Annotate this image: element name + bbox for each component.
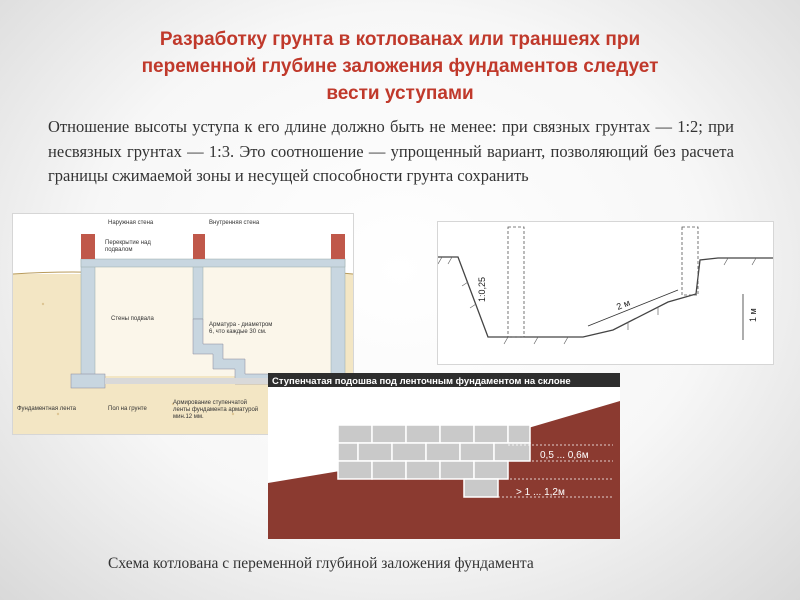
label-slab-2: подвалом	[105, 247, 133, 253]
label-rebar-2: 6, что каждые 30 см.	[209, 329, 267, 335]
figure-caption: Схема котлована с переменной глубиной заложения фундамента	[108, 555, 534, 572]
label-slab-1: Перекрытие над	[105, 240, 151, 246]
dim-step-height: 0,5 ... 0,6м	[540, 450, 589, 461]
step-height-label: 1 м	[748, 308, 758, 322]
label-stepped-3: мин.12 мм.	[173, 414, 204, 420]
label-floor: Пол на грунте	[108, 406, 147, 412]
stepped-sole-figure	[268, 373, 620, 539]
body-paragraph: Отношение высоты уступа к его длине должно быть не менее: при связных грунтах — 1:2; при несвязных грунтах — 1:3. Это соотношение — упрощенный вариант, позволяющий без расчета границы сжимаемой зоны и несущей способности грунта сохранить	[48, 117, 734, 185]
label-foundation-tape: Фундаментная лента	[17, 406, 76, 412]
label-stepped-1: Армирование ступенчатой	[173, 400, 248, 406]
trench-slope-figure	[437, 221, 774, 365]
figure-header: Ступенчатая подошва под ленточным фундаментом на склоне	[272, 376, 571, 387]
label-basement-walls: Стены подвала	[111, 316, 154, 322]
slope-ratio-label: 1:0,25	[477, 276, 487, 302]
label-rebar-1: Арматура - диаметром	[209, 322, 273, 328]
title-line-1: Разработку грунта в котлованах или траншеях при	[159, 29, 641, 50]
dim-step-length: > 1 ... 1,2м	[516, 487, 565, 498]
title-line-3: вести уступами	[326, 83, 474, 104]
label-outer-wall: Наружная стена	[108, 220, 154, 226]
step-length-label: 2 м	[615, 297, 632, 312]
slide-title	[40, 26, 760, 107]
label-stepped-2: ленты фундамента арматурой	[173, 407, 259, 413]
title-line-2: переменной глубине заложения фундаментов следует	[141, 56, 659, 77]
label-inner-wall: Внутренняя стена	[209, 220, 260, 226]
